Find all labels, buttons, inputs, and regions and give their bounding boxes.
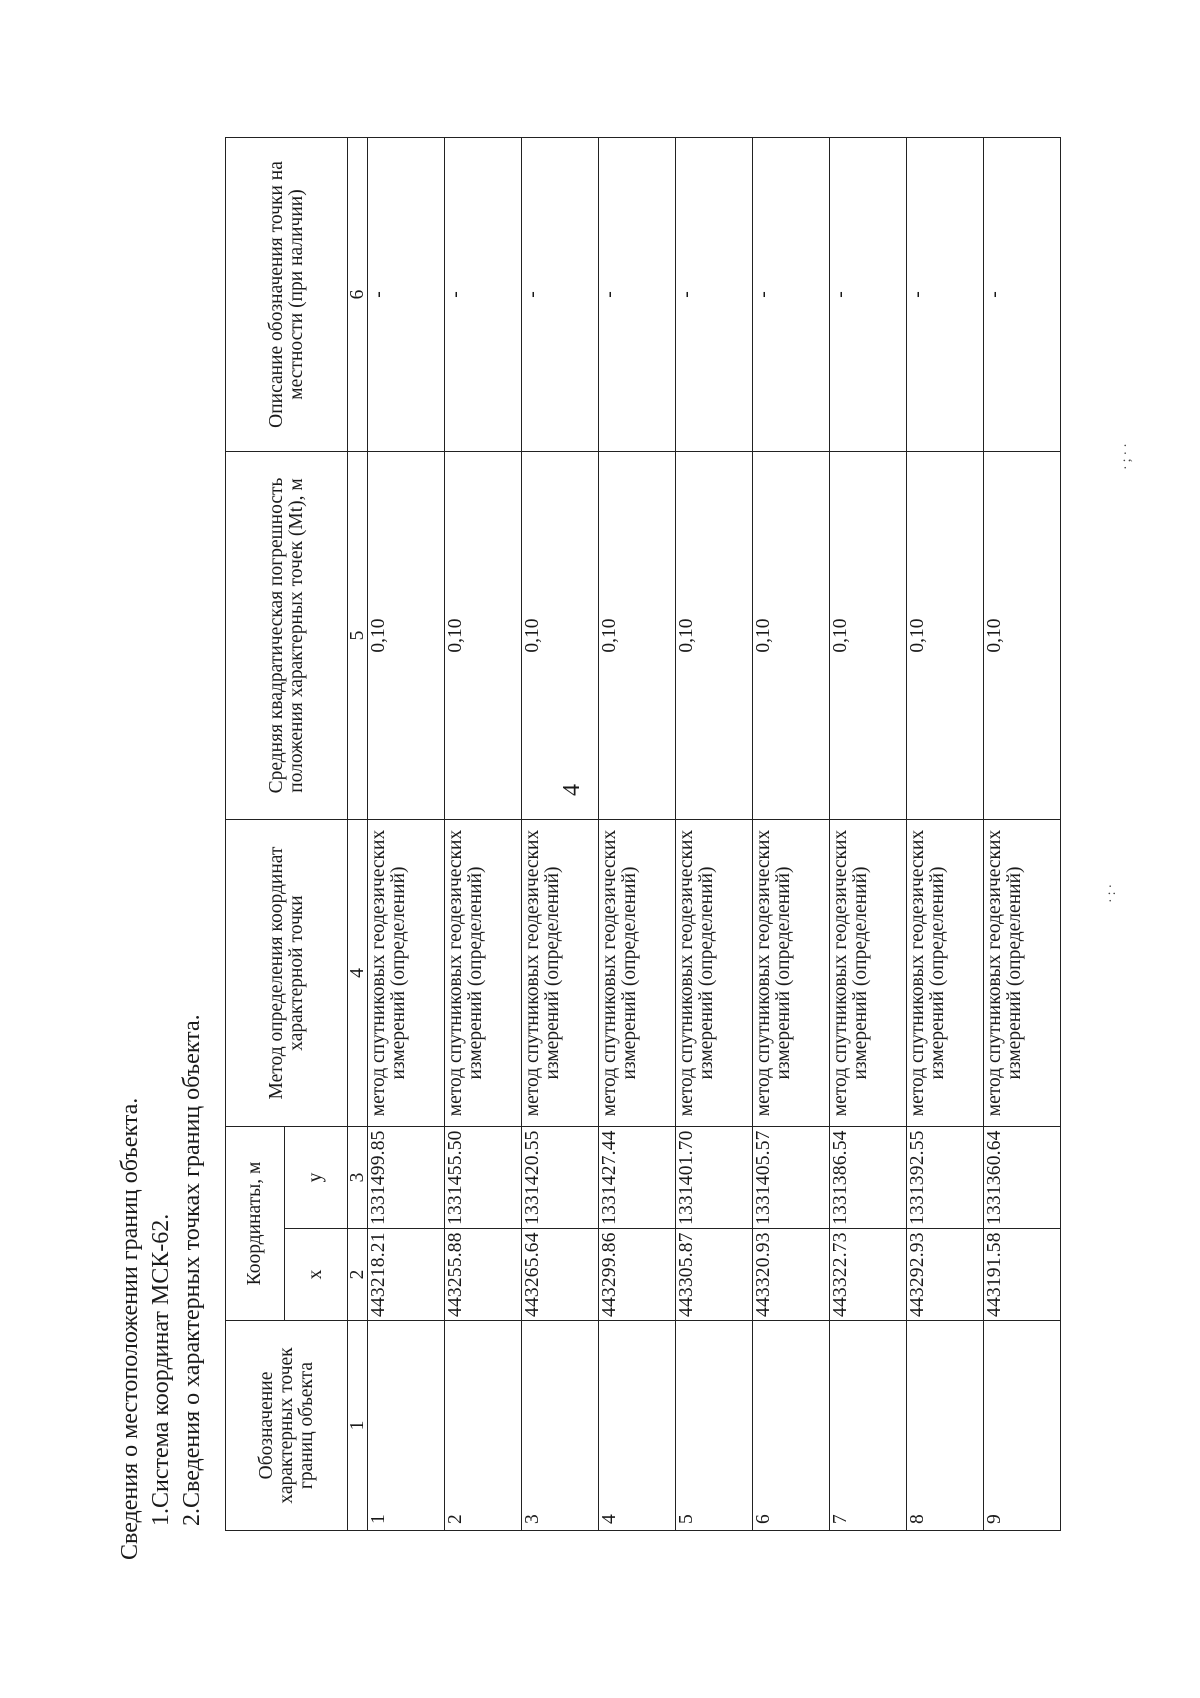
y-coordinate: 1331360.64 bbox=[984, 1127, 1061, 1229]
method-cell: метод спутниковых геодезических измерений (определений) bbox=[984, 820, 1061, 1127]
table-row bbox=[368, 138, 445, 1531]
scan-speck: ·;·· bbox=[1119, 440, 1134, 470]
table-row bbox=[753, 138, 830, 1531]
description-cell: - bbox=[445, 138, 522, 452]
column-number: 5 bbox=[348, 452, 368, 820]
y-coordinate: 1331427.44 bbox=[599, 1127, 676, 1229]
y-coordinate: 1331499.85 bbox=[368, 1127, 445, 1229]
x-coordinate: 443299.86 bbox=[599, 1229, 676, 1321]
column-number: 1 bbox=[348, 1321, 368, 1531]
point-number: 8 bbox=[907, 1321, 984, 1531]
description-cell: - bbox=[599, 138, 676, 452]
point-number: 5 bbox=[676, 1321, 753, 1531]
x-coordinate: 443218.21 bbox=[368, 1229, 445, 1321]
x-coordinate: 443322.73 bbox=[830, 1229, 907, 1321]
description-cell: - bbox=[676, 138, 753, 452]
header-description: Описание обозначения точки на местности (при наличии) bbox=[226, 138, 348, 452]
point-number: 9 bbox=[984, 1321, 1061, 1531]
point-number: 2 bbox=[445, 1321, 522, 1531]
page-number: 4 bbox=[559, 784, 585, 796]
accuracy-cell: 0,10 bbox=[984, 452, 1061, 820]
description-cell: - bbox=[522, 138, 599, 452]
column-number: 4 bbox=[348, 820, 368, 1127]
column-number: 6 bbox=[348, 138, 368, 452]
boundary-points-table bbox=[225, 137, 1061, 1531]
method-cell: метод спутниковых геодезических измерений (определений) bbox=[676, 820, 753, 1127]
description-cell: - bbox=[368, 138, 445, 452]
accuracy-cell: 0,10 bbox=[599, 452, 676, 820]
table-row bbox=[984, 138, 1061, 1531]
method-cell: метод спутниковых геодезических измерений (определений) bbox=[522, 820, 599, 1127]
x-coordinate: 443191.58 bbox=[984, 1229, 1061, 1321]
accuracy-cell: 0,10 bbox=[907, 452, 984, 820]
column-number: 2 bbox=[348, 1229, 368, 1321]
section-title: Сведения о местоположении границ объекта. bbox=[117, 1097, 143, 1560]
accuracy-cell: 0,10 bbox=[445, 452, 522, 820]
table-row bbox=[830, 138, 907, 1531]
x-coordinate: 443320.93 bbox=[753, 1229, 830, 1321]
section-headings bbox=[115, 1014, 208, 1560]
method-cell: метод спутниковых геодезических измерений (определений) bbox=[753, 820, 830, 1127]
point-number: 3 bbox=[522, 1321, 599, 1531]
y-coordinate: 1331401.70 bbox=[676, 1127, 753, 1229]
scan-speck: ·:· bbox=[1104, 880, 1119, 903]
y-coordinate: 1331405.57 bbox=[753, 1127, 830, 1229]
method-cell: метод спутниковых геодезических измерений (определений) bbox=[445, 820, 522, 1127]
method-cell: метод спутниковых геодезических измерений (определений) bbox=[599, 820, 676, 1127]
table-row bbox=[676, 138, 753, 1531]
y-coordinate: 1331392.55 bbox=[907, 1127, 984, 1229]
x-coordinate: 443265.64 bbox=[522, 1229, 599, 1321]
accuracy-cell: 0,10 bbox=[830, 452, 907, 820]
header-x: x bbox=[285, 1229, 348, 1321]
x-coordinate: 443255.88 bbox=[445, 1229, 522, 1321]
table-row bbox=[599, 138, 676, 1531]
accuracy-cell: 0,10 bbox=[676, 452, 753, 820]
method-cell: метод спутниковых геодезических измерений (определений) bbox=[368, 820, 445, 1127]
method-cell: метод спутниковых геодезических измерений (определений) bbox=[907, 820, 984, 1127]
header-method: Метод определения координат характерной точки bbox=[226, 820, 348, 1127]
header-accuracy: Средняя квадратическая погрешность положения характерных точек (Mt), м bbox=[226, 452, 348, 820]
points-heading: 2.Сведения о характерных точках границ объекта. bbox=[179, 1014, 205, 1526]
x-coordinate: 443292.93 bbox=[907, 1229, 984, 1321]
y-coordinate: 1331455.50 bbox=[445, 1127, 522, 1229]
y-coordinate: 1331386.54 bbox=[830, 1127, 907, 1229]
header-point: Обозначение характерных точек границ объекта bbox=[226, 1321, 348, 1531]
table-row bbox=[907, 138, 984, 1531]
description-cell: - bbox=[984, 138, 1061, 452]
point-number: 7 bbox=[830, 1321, 907, 1531]
accuracy-cell: 0,10 bbox=[522, 452, 599, 820]
header-coordinates: Координаты, м bbox=[226, 1127, 285, 1321]
point-number: 4 bbox=[599, 1321, 676, 1531]
accuracy-cell: 0,10 bbox=[368, 452, 445, 820]
point-number: 6 bbox=[753, 1321, 830, 1531]
coordinate-system-heading: 1.Система координат МСК-62. bbox=[148, 1213, 174, 1526]
y-coordinate: 1331420.55 bbox=[522, 1127, 599, 1229]
description-cell: - bbox=[753, 138, 830, 452]
point-number: 1 bbox=[368, 1321, 445, 1531]
header-y: y bbox=[285, 1127, 348, 1229]
description-cell: - bbox=[830, 138, 907, 452]
accuracy-cell: 0,10 bbox=[753, 452, 830, 820]
x-coordinate: 443305.87 bbox=[676, 1229, 753, 1321]
table-row bbox=[522, 138, 599, 1531]
column-number: 3 bbox=[348, 1127, 368, 1229]
description-cell: - bbox=[907, 138, 984, 452]
table-row bbox=[445, 138, 522, 1531]
method-cell: метод спутниковых геодезических измерений (определений) bbox=[830, 820, 907, 1127]
